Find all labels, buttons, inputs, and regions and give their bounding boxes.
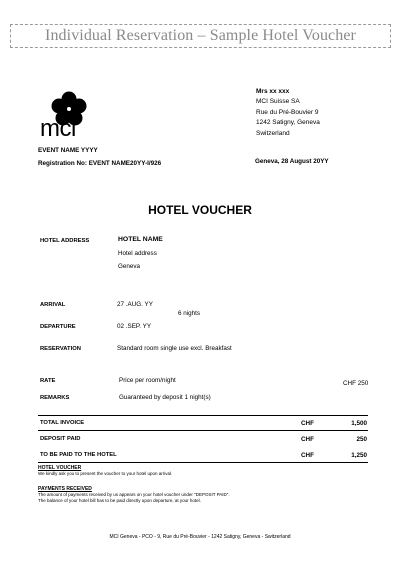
remarks-label: REMARKS	[40, 395, 70, 401]
totals-top-rule	[38, 415, 368, 416]
nights-count: 6 nights	[178, 310, 201, 317]
recipient-street: Rue du Pré-Bouvier 9	[256, 108, 319, 116]
registration-number: Registration No: EVENT NAME20YY-I/926	[38, 160, 162, 167]
totals-rule	[38, 430, 368, 431]
document-banner	[10, 24, 391, 48]
payments-note-text-1: The amount of payments received by us appears on your hotel voucher under "DEPOSIT PAID".	[38, 492, 230, 497]
remarks-value: Guaranteed by deposit 1 night(s)	[119, 394, 211, 401]
hotel-address-label: HOTEL ADDRESS	[40, 238, 90, 244]
recipient-city: 1242 Satigny, Geneva	[256, 119, 320, 127]
payments-note-heading: PAYMENTS RECEIVED	[38, 486, 92, 492]
deposit-paid-amount: 250	[356, 436, 367, 443]
recipient-name: Mrs xx xxx	[256, 88, 290, 95]
reservation-label: RESERVATION	[40, 346, 81, 352]
total-invoice-label: TOTAL INVOICE	[40, 420, 85, 426]
mci-logo-text: mci	[40, 115, 76, 142]
recipient-country: Switzerland	[256, 129, 290, 137]
balance-label: TO BE PAID TO THE HOTEL	[40, 452, 117, 458]
deposit-paid-currency: CHF	[301, 436, 314, 443]
recipient-address	[256, 87, 320, 139]
banner-title: Individual Reservation – Sample Hotel Voucher	[45, 27, 356, 44]
event-name: EVENT NAME YYYY	[38, 147, 98, 154]
total-invoice-currency: CHF	[301, 420, 314, 427]
arrival-label: ARRIVAL	[40, 302, 66, 308]
hotel-address: Hotel address	[118, 250, 157, 257]
payments-note-text-2: The balance of your hotel bill has to be paid directly upon departure, at your hotel.	[38, 498, 201, 503]
place-date: Geneva, 28 August 20YY	[255, 158, 329, 165]
reservation-value: Standard room single use excl. Breakfast	[117, 345, 232, 352]
rate-value: Price per room/night	[119, 377, 176, 384]
voucher-note-text: We kindly ask you to present the voucher to your hotel upon arrival.	[38, 471, 173, 476]
balance-amount: 1,250	[351, 452, 367, 459]
rate-label: RATE	[40, 378, 56, 384]
voucher-note-heading: HOTEL VOUCHER	[38, 465, 82, 471]
total-invoice-amount: 1,500	[351, 420, 367, 427]
totals-bottom-rule	[38, 462, 368, 463]
page-footer: MCI Geneva - PCO - 9, Rue du Pré-Bouvier - 1242 Satigny, Geneva - Switzerland	[109, 534, 291, 540]
deposit-paid-label: DEPOSIT PAID	[40, 436, 81, 442]
departure-value: 02 .SEP. YY	[117, 323, 152, 330]
balance-currency: CHF	[301, 452, 314, 459]
rate-amount: CHF 250	[343, 380, 369, 387]
hotel-city: Geneva	[118, 263, 141, 270]
arrival-value: 27 .AUG. YY	[117, 301, 153, 308]
hotel-name: HOTEL NAME	[118, 236, 163, 243]
recipient-company: MCI Suisse SA	[256, 98, 300, 106]
voucher-title: HOTEL VOUCHER	[148, 203, 252, 217]
departure-label: DEPARTURE	[40, 324, 76, 330]
